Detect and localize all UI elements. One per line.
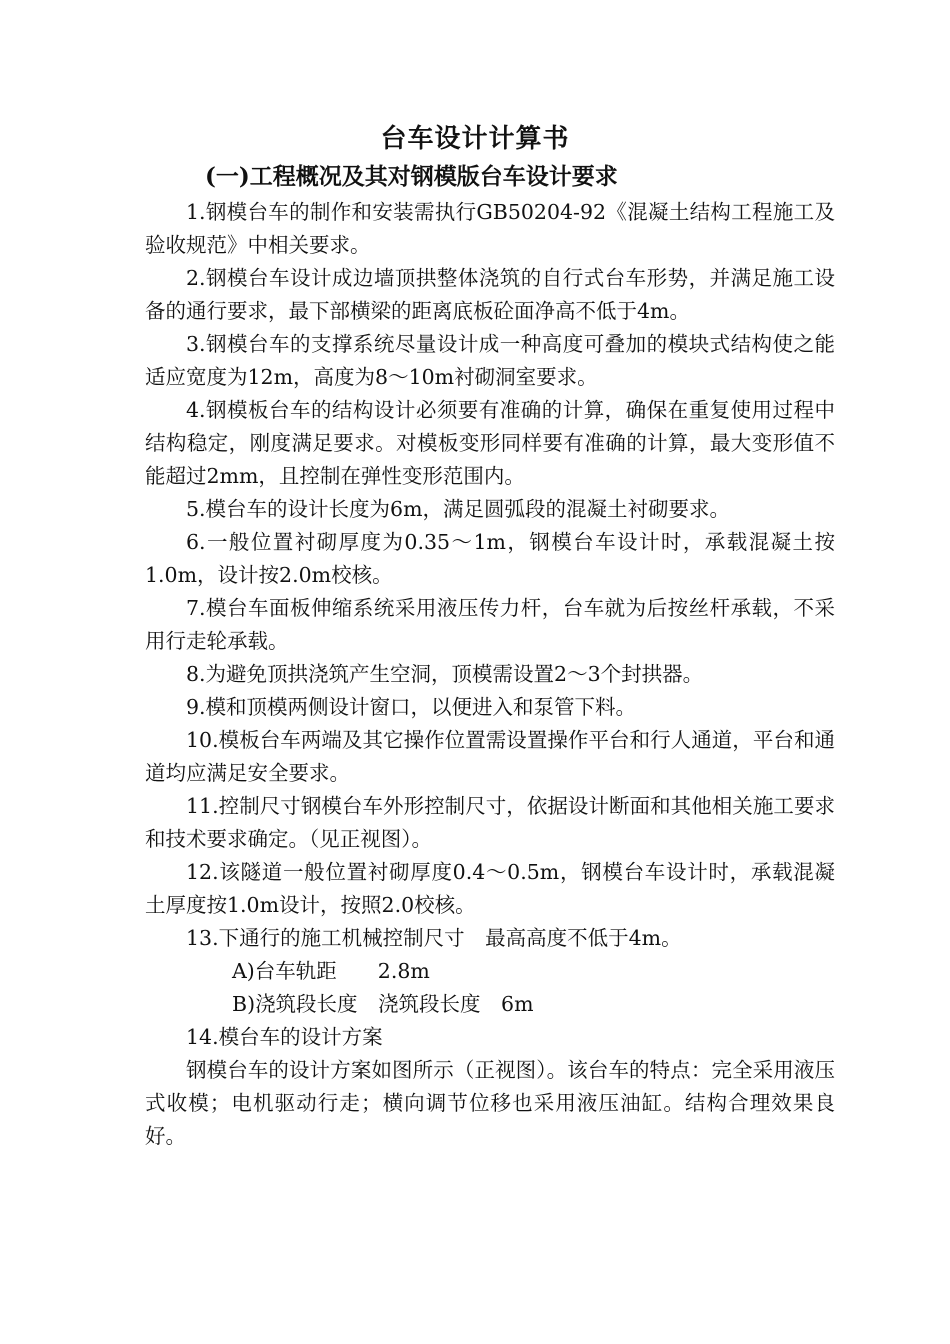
paragraph-3: 3.钢模台车的支撑系统尽量设计成一种高度可叠加的模块式结构使之能适应宽度为12m，高度为8～10m衬砌洞室要求。	[145, 332, 835, 389]
paragraph-1: 1.钢模台车的制作和安装需执行GB50204-92《混凝土结构工程施工及验收规范》中相关要求。	[145, 200, 835, 257]
paragraph-7: 7.模台车面板伸缩系统采用液压传力杆，台车就为后按丝杆承载，不采用行走轮承载。	[145, 596, 835, 653]
paragraph-2: 2.钢模台车设计成边墙顶拱整体浇筑的自行式台车形势，并满足施工设备的通行要求，最下部横梁的距离底板砼面净高不低于4m。	[145, 266, 835, 323]
paragraph-9: 9.模和顶模两侧设计窗口，以便进入和泵管下料。	[186, 695, 637, 719]
sub-item-a: A)台车轨距 2.8m	[232, 959, 430, 983]
paragraph-13: 13.下通行的施工机械控制尺寸 最高高度不低于4m。	[186, 926, 682, 950]
paragraph-5: 5.模台车的设计长度为6m，满足圆弧段的混凝土衬砌要求。	[186, 497, 731, 521]
sub-item-b: B)浇筑段长度 浇筑段长度 6m	[232, 992, 534, 1016]
document-body	[145, 196, 835, 1153]
paragraph-12: 12.该隧道一般位置衬砌厚度0.4～0.5m，钢模台车设计时，承载混凝土厚度按1.0m设计，按照2.0校核。	[145, 860, 835, 917]
paragraph-14: 14.模台车的设计方案	[186, 1025, 383, 1049]
paragraph-4: 4.钢模板台车的结构设计必须要有准确的计算，确保在重复使用过程中结构稳定，刚度满足要求。对模板变形同样要有准确的计算，最大变形值不能超过2mm，且控制在弹性变形范围内。	[145, 398, 835, 488]
paragraph-10: 10.模板台车两端及其它操作位置需设置操作平台和行人通道，平台和通道均应满足安全要求。	[145, 728, 835, 785]
paragraph-11: 11.控制尺寸钢模台车外形控制尺寸，依据设计断面和其他相关施工要求和技术要求确定。（见正视图）。	[145, 794, 835, 851]
paragraph-6: 6.一般位置衬砌厚度为0.35～1m，钢模台车设计时，承载混凝土按1.0m，设计按2.0m校核。	[145, 530, 835, 587]
document-title: 台车设计计算书	[380, 124, 570, 154]
paragraph-design-description: 钢模台车的设计方案如图所示（正视图）。该台车的特点：完全采用液压式收模；电机驱动行走；横向调节位移也采用液压油缸。结构合理效果良好。	[145, 1058, 835, 1148]
section-heading: (一)工程概况及其对钢模版台车设计要求	[205, 163, 618, 190]
paragraph-8: 8.为避免顶拱浇筑产生空洞，顶模需设置2～3个封拱器。	[186, 662, 704, 686]
